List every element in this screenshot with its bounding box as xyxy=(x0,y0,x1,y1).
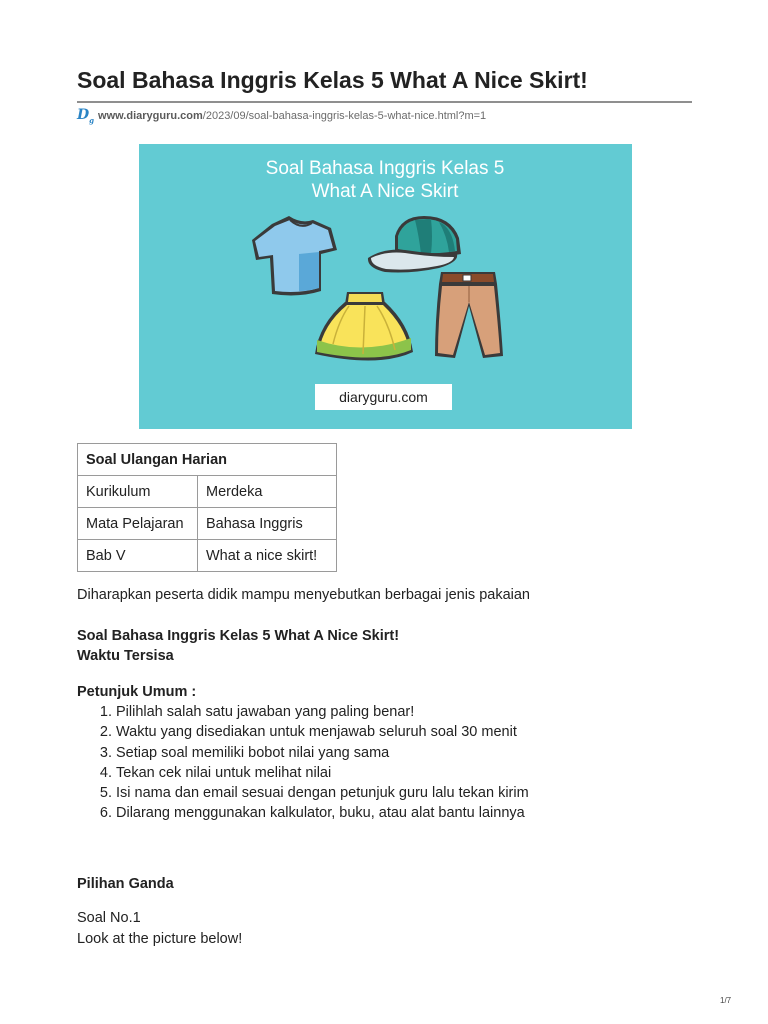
info-value-kurikulum: Merdeka xyxy=(198,476,337,508)
source-line xyxy=(77,108,486,124)
table-row xyxy=(78,476,337,508)
intro-text: Diharapkan peserta didik mampu menyebutkan berbagai jenis pakaian xyxy=(77,587,530,603)
instruction-item: 6. Dilarang menggunakan kalkulator, buku, atau alat bantu lainnya xyxy=(116,803,529,823)
title-divider xyxy=(77,101,692,103)
diaryguru-logo-icon: $D_g$ xyxy=(77,107,95,125)
hero-title-line1: Soal Bahasa Inggris Kelas 5 xyxy=(265,158,505,179)
question-text: Look at the picture below! xyxy=(77,931,243,947)
instruction-item: 5. Isi nama dan email sesuai dengan petunjuk guru lalu tekan kirim xyxy=(116,783,529,803)
info-table-header-row xyxy=(78,444,337,476)
info-label-bab: Bab V xyxy=(78,540,198,572)
quiz-heading: Soal Bahasa Inggris Kelas 5 What A Nice Skirt! xyxy=(77,628,400,644)
instructions-list xyxy=(77,702,529,824)
source-url-link[interactable] xyxy=(98,110,486,122)
source-domain: www.diaryguru.com xyxy=(98,110,203,122)
info-table-header: Soal Ulangan Harian xyxy=(78,444,337,476)
hero-title-line2: What A Nice Skirt xyxy=(311,181,459,202)
instruction-item: 1. Pilihlah salah satu jawaban yang paling benar! xyxy=(116,702,529,722)
table-row xyxy=(78,540,337,572)
instruction-item: 2. Waktu yang disediakan untuk menjawab seluruh soal 30 menit xyxy=(116,722,529,742)
info-value-bab: What a nice skirt! xyxy=(198,540,337,572)
page-number: 1/7 xyxy=(720,996,732,1005)
info-label-kurikulum: Kurikulum xyxy=(78,476,198,508)
info-value-mata-pelajaran: Bahasa Inggris xyxy=(198,508,337,540)
section-heading: Pilihan Ganda xyxy=(77,876,174,892)
hero-image xyxy=(139,144,632,429)
source-path: /2023/09/soal-bahasa-inggris-kelas-5-what-nice.html?m=1 xyxy=(202,110,487,122)
table-row xyxy=(78,508,337,540)
info-table xyxy=(77,443,337,572)
info-label-mata-pelajaran: Mata Pelajaran xyxy=(78,508,198,540)
timer-label: Waktu Tersisa xyxy=(77,648,174,664)
question-number: Soal No.1 xyxy=(77,910,141,926)
instruction-item: 4. Tekan cek nilai untuk melihat nilai xyxy=(116,763,529,783)
instructions-heading: Petunjuk Umum : xyxy=(77,684,197,700)
hero-badge-text: diaryguru.com xyxy=(339,389,428,405)
page-title: Soal Bahasa Inggris Kelas 5 What A Nice Skirt! xyxy=(77,67,588,93)
instruction-item: 3. Setiap soal memiliki bobot nilai yang sama xyxy=(116,743,529,763)
